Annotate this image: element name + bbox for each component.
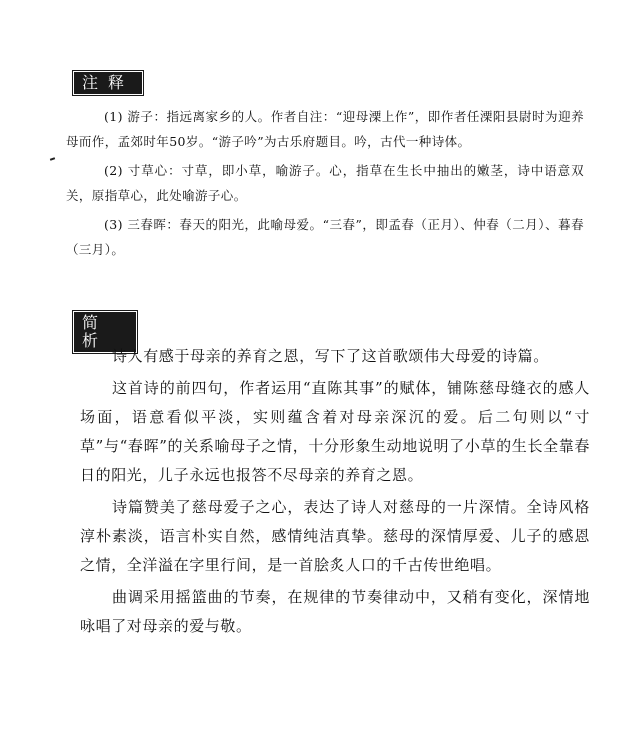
note-item-3: (3) 三春晖：春天的阳光，此喻母爱。“三春”，即孟春（正月）、仲春（二月）、暮春（三月）。 [66,217,584,257]
analysis-paragraph-1: 诗人有感于母亲的养育之恩，写下了这首歌颂伟大母爱的诗篇。 [112,347,549,365]
notes-heading: 注释 [74,72,142,94]
analysis-paragraph-4: 曲调采用摇篮曲的节奏，在规律的节奏律动中，又稍有变化，深情地咏唱了对母亲的爱与敬。 [80,588,590,635]
analysis-paragraph-3: 诗篇赞美了慈母爱子之心，表达了诗人对慈母的一片深情。全诗风格淳朴素淡，语言朴实自然，感情纯洁真挚。慈母的深情厚爱、儿子的感恩之情，全洋溢在字里行间，是一首脍炙人口的千古传世绝唱。 [80,498,590,574]
analysis-section [80,342,590,644]
analysis-heading: 简析 [74,312,136,352]
analysis-paragraph-2: 这首诗的前四句，作者运用“直陈其事”的赋体，铺陈慈母缝衣的感人场面，语意看似平淡，实则蕴含着对母亲深沉的爱。后二句则以“寸草”与“春晖”的关系喻母子之情，十分形象生动地说明了小草的生长全靠春日的阳光，儿子永远也报答不尽母亲的养育之恩。 [80,379,590,484]
note-item-1: (1) 游子：指远离家乡的人。作者自注：“迎母溧上作”，即作者任溧阳县尉时为迎养母而作，孟郊时年50岁。“游子吟”为古乐府题目。吟，古代一种诗体。 [66,109,584,149]
note-item-2: (2) 寸草心：寸草，即小草，喻游子。心，指草在生长中抽出的嫩茎，诗中语意双关，原指草心，此处喻游子心。 [66,163,584,203]
stray-mark [50,157,55,161]
notes-section [66,104,584,262]
